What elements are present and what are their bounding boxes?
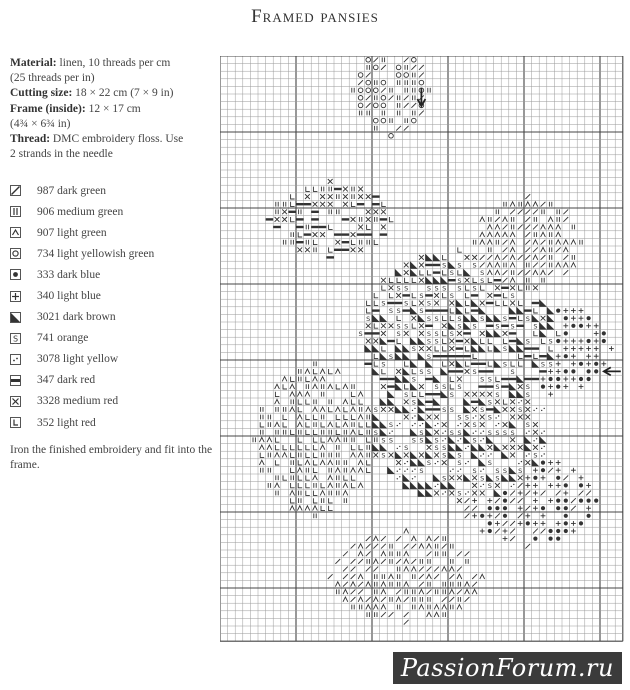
svg-text:S: S — [442, 261, 447, 270]
svg-text:S: S — [472, 421, 477, 430]
svg-text:S: S — [525, 421, 530, 430]
svg-text:S: S — [464, 413, 470, 422]
svg-text:S: S — [487, 398, 492, 407]
svg-text:S: S — [388, 352, 394, 361]
bar-icon — [10, 375, 21, 386]
svg-text:S: S — [495, 390, 500, 399]
svg-text:S: S — [472, 436, 477, 445]
svg-text:S: S — [480, 474, 485, 483]
svg-text:S: S — [457, 284, 462, 293]
svg-text:S: S — [404, 299, 409, 308]
svg-text:S: S — [434, 337, 439, 346]
svg-text:S: S — [381, 360, 386, 369]
svg-text:S: S — [404, 444, 409, 452]
material-text: linen, 10 threads per cm — [59, 57, 171, 69]
page-title: Framed pansies — [251, 6, 379, 27]
svg-text:S: S — [404, 284, 409, 293]
svg-text:S: S — [442, 383, 447, 392]
svg-text:S: S — [502, 345, 508, 354]
legend-item — [10, 243, 215, 264]
legend-label: 3021 dark brown — [37, 311, 116, 324]
legend-item — [10, 201, 215, 222]
svg-text:S: S — [480, 375, 485, 384]
legend-label: 906 medium green — [37, 205, 124, 218]
svg-text:S: S — [449, 292, 454, 300]
svg-text:S: S — [419, 436, 424, 445]
svg-text:S: S — [457, 261, 462, 270]
svg-text:S: S — [449, 390, 454, 399]
legend-item — [10, 349, 215, 370]
svg-text:S: S — [457, 413, 462, 422]
caret-icon — [10, 227, 21, 238]
double-bar-icon — [10, 206, 21, 217]
small-dot-icon — [10, 354, 21, 365]
svg-text:S: S — [381, 299, 386, 308]
dot-icon — [10, 269, 21, 280]
svg-text:S: S — [487, 482, 492, 490]
svg-text:S: S — [472, 368, 477, 376]
svg-text:S: S — [457, 428, 462, 437]
svg-text:S: S — [472, 322, 477, 331]
svg-text:S: S — [502, 360, 508, 369]
svg-text:S: S — [548, 360, 553, 369]
svg-text:S: S — [381, 451, 386, 460]
pattern-stitches — [253, 57, 614, 624]
finishing-note: Iron the finished embroidery and fit into the frame. — [10, 444, 213, 472]
svg-text:S: S — [373, 406, 378, 414]
material-line — [10, 56, 215, 71]
svg-text:S: S — [472, 261, 477, 270]
svg-text:S: S — [419, 466, 424, 475]
svg-text:S: S — [419, 368, 424, 376]
svg-text:S: S — [533, 322, 538, 331]
svg-text:S: S — [457, 451, 462, 460]
legend-label: 907 light green — [37, 226, 107, 239]
material-line-2: (25 threads per in) — [10, 72, 95, 85]
legend-item — [10, 222, 215, 243]
svg-text:S: S — [510, 322, 515, 331]
svg-text:S: S — [388, 421, 394, 430]
svg-text:S: S — [396, 322, 401, 331]
svg-text:S: S — [525, 383, 530, 392]
thread-line-2: 2 strands in the needle — [10, 148, 113, 161]
svg-text:S: S — [472, 466, 477, 475]
svg-text:S: S — [419, 428, 424, 437]
svg-text:S: S — [411, 345, 416, 354]
svg-text:S: S — [388, 307, 394, 316]
cutting-line — [10, 86, 215, 101]
svg-text:S: S — [472, 284, 477, 293]
legend-item — [10, 328, 215, 349]
svg-text:S: S — [495, 383, 500, 392]
frame-label: Frame (inside): — [10, 102, 86, 115]
svg-text:S: S — [502, 466, 508, 475]
svg-text:S: S — [540, 360, 546, 369]
svg-text:S: S — [442, 444, 447, 452]
svg-text:S: S — [457, 276, 462, 285]
svg-text:S: S — [487, 459, 492, 468]
svg-text:S: S — [449, 406, 454, 414]
thread-legend — [10, 180, 215, 433]
svg-text:S: S — [404, 390, 409, 399]
svg-text:S: S — [495, 428, 500, 437]
materials-info — [10, 56, 215, 162]
svg-text:S: S — [426, 459, 432, 468]
svg-text:S: S — [419, 292, 424, 300]
legend-item — [10, 180, 215, 201]
svg-text:S: S — [510, 292, 515, 300]
svg-text:S: S — [480, 406, 485, 414]
svg-text:S: S — [449, 330, 454, 338]
svg-text:S: S — [480, 276, 485, 285]
svg-text:S: S — [502, 428, 508, 437]
legend-item — [10, 285, 215, 306]
watermark-logo: PassionForum.ru — [393, 652, 622, 684]
svg-text:S: S — [419, 307, 424, 316]
legend-label: 347 dark red — [37, 374, 96, 387]
legend-label: 987 dark green — [37, 184, 106, 197]
svg-text:S: S — [449, 428, 454, 437]
svg-text:S: S — [366, 314, 371, 323]
cutting-label: Cutting size: — [10, 87, 73, 100]
svg-text:S: S — [442, 451, 447, 460]
svg-text:S: S — [457, 322, 462, 331]
svg-text:S: S — [495, 474, 500, 483]
thread-text: DMC embroidery floss. Use — [52, 133, 184, 146]
legend-label: 333 dark blue — [37, 268, 101, 281]
svg-text:S: S — [525, 390, 530, 399]
svg-text:S: S — [502, 314, 508, 323]
svg-text:S: S — [426, 284, 432, 293]
svg-text:S: S — [495, 322, 500, 331]
svg-text:S: S — [487, 428, 492, 437]
svg-text:S: S — [480, 314, 485, 323]
svg-text:S: S — [457, 489, 462, 498]
circle-icon — [10, 248, 21, 259]
frame-text: 12 × 17 cm — [88, 102, 141, 115]
cutting-text: 18 × 22 cm (7 × 9 in) — [75, 87, 174, 100]
plus-icon — [10, 291, 21, 302]
legend-label: 741 orange — [37, 332, 89, 345]
svg-text:S: S — [396, 330, 401, 338]
svg-text:S: S — [434, 284, 439, 293]
svg-text:S: S — [358, 330, 363, 338]
frame-line — [10, 102, 215, 117]
legend-item — [10, 412, 215, 433]
legend-label: 3078 light yellow — [37, 353, 119, 366]
svg-text:S: S — [548, 337, 553, 346]
svg-text:S: S — [525, 314, 530, 323]
svg-text:S: S — [487, 375, 492, 384]
frame-line-2: (4¾ × 6¾ in) — [10, 117, 71, 130]
legend-label: 340 light blue — [37, 290, 101, 303]
svg-text:S: S — [434, 314, 439, 323]
svg-text:S: S — [480, 269, 485, 278]
legend-label: 3328 medium red — [37, 395, 119, 408]
svg-text:S: S — [457, 383, 462, 392]
svg-text:S: S — [510, 368, 515, 376]
slash-icon — [10, 185, 21, 196]
svg-text:S: S — [388, 436, 394, 445]
svg-text:S: S — [373, 428, 378, 437]
svg-text:S: S — [396, 284, 401, 293]
l-icon — [10, 417, 21, 428]
legend-item — [10, 391, 215, 412]
svg-text:S: S — [426, 368, 432, 376]
svg-text:S: S — [12, 334, 19, 343]
thread-line — [10, 132, 215, 147]
svg-text:S: S — [396, 307, 401, 316]
svg-text:S: S — [426, 314, 432, 323]
svg-text:S: S — [487, 413, 492, 422]
svg-text:S: S — [426, 299, 432, 308]
legend-label: 734 light yellowish green — [37, 247, 155, 260]
legend-item — [10, 370, 215, 391]
svg-text:S: S — [434, 444, 439, 452]
svg-text:S: S — [434, 330, 439, 338]
svg-text:S: S — [434, 383, 439, 392]
svg-text:S: S — [449, 269, 454, 278]
svg-text:S: S — [411, 436, 416, 445]
svg-text:S: S — [426, 352, 432, 361]
half-fill-icon — [10, 312, 21, 323]
legend-label: 352 light red — [37, 416, 96, 429]
svg-text:S: S — [457, 314, 462, 323]
legend-item — [10, 264, 215, 285]
svg-text:S: S — [442, 406, 447, 414]
cross-stitch-chart — [220, 56, 626, 664]
svg-text:S: S — [518, 466, 523, 475]
svg-text:S: S — [434, 436, 439, 445]
svg-text:S: S — [442, 474, 447, 483]
svg-text:S: S — [525, 337, 530, 346]
svg-text:S: S — [411, 375, 416, 384]
svg-text:S: S — [426, 337, 432, 346]
x-icon — [10, 396, 21, 407]
svg-text:S: S — [495, 466, 500, 475]
svg-text:S: S — [518, 406, 523, 414]
svg-text:S: S — [442, 284, 447, 293]
svg-text:S: S — [533, 451, 538, 460]
s-icon — [10, 333, 21, 344]
svg-text:S: S — [411, 398, 416, 407]
svg-text:S: S — [426, 330, 432, 338]
legend-item — [10, 307, 215, 328]
svg-text:S: S — [510, 428, 515, 437]
svg-text:S: S — [457, 459, 462, 468]
thread-label: Thread: — [10, 133, 51, 146]
material-label: Material: — [10, 57, 57, 69]
svg-text:S: S — [381, 436, 386, 445]
svg-text:S: S — [404, 322, 409, 331]
